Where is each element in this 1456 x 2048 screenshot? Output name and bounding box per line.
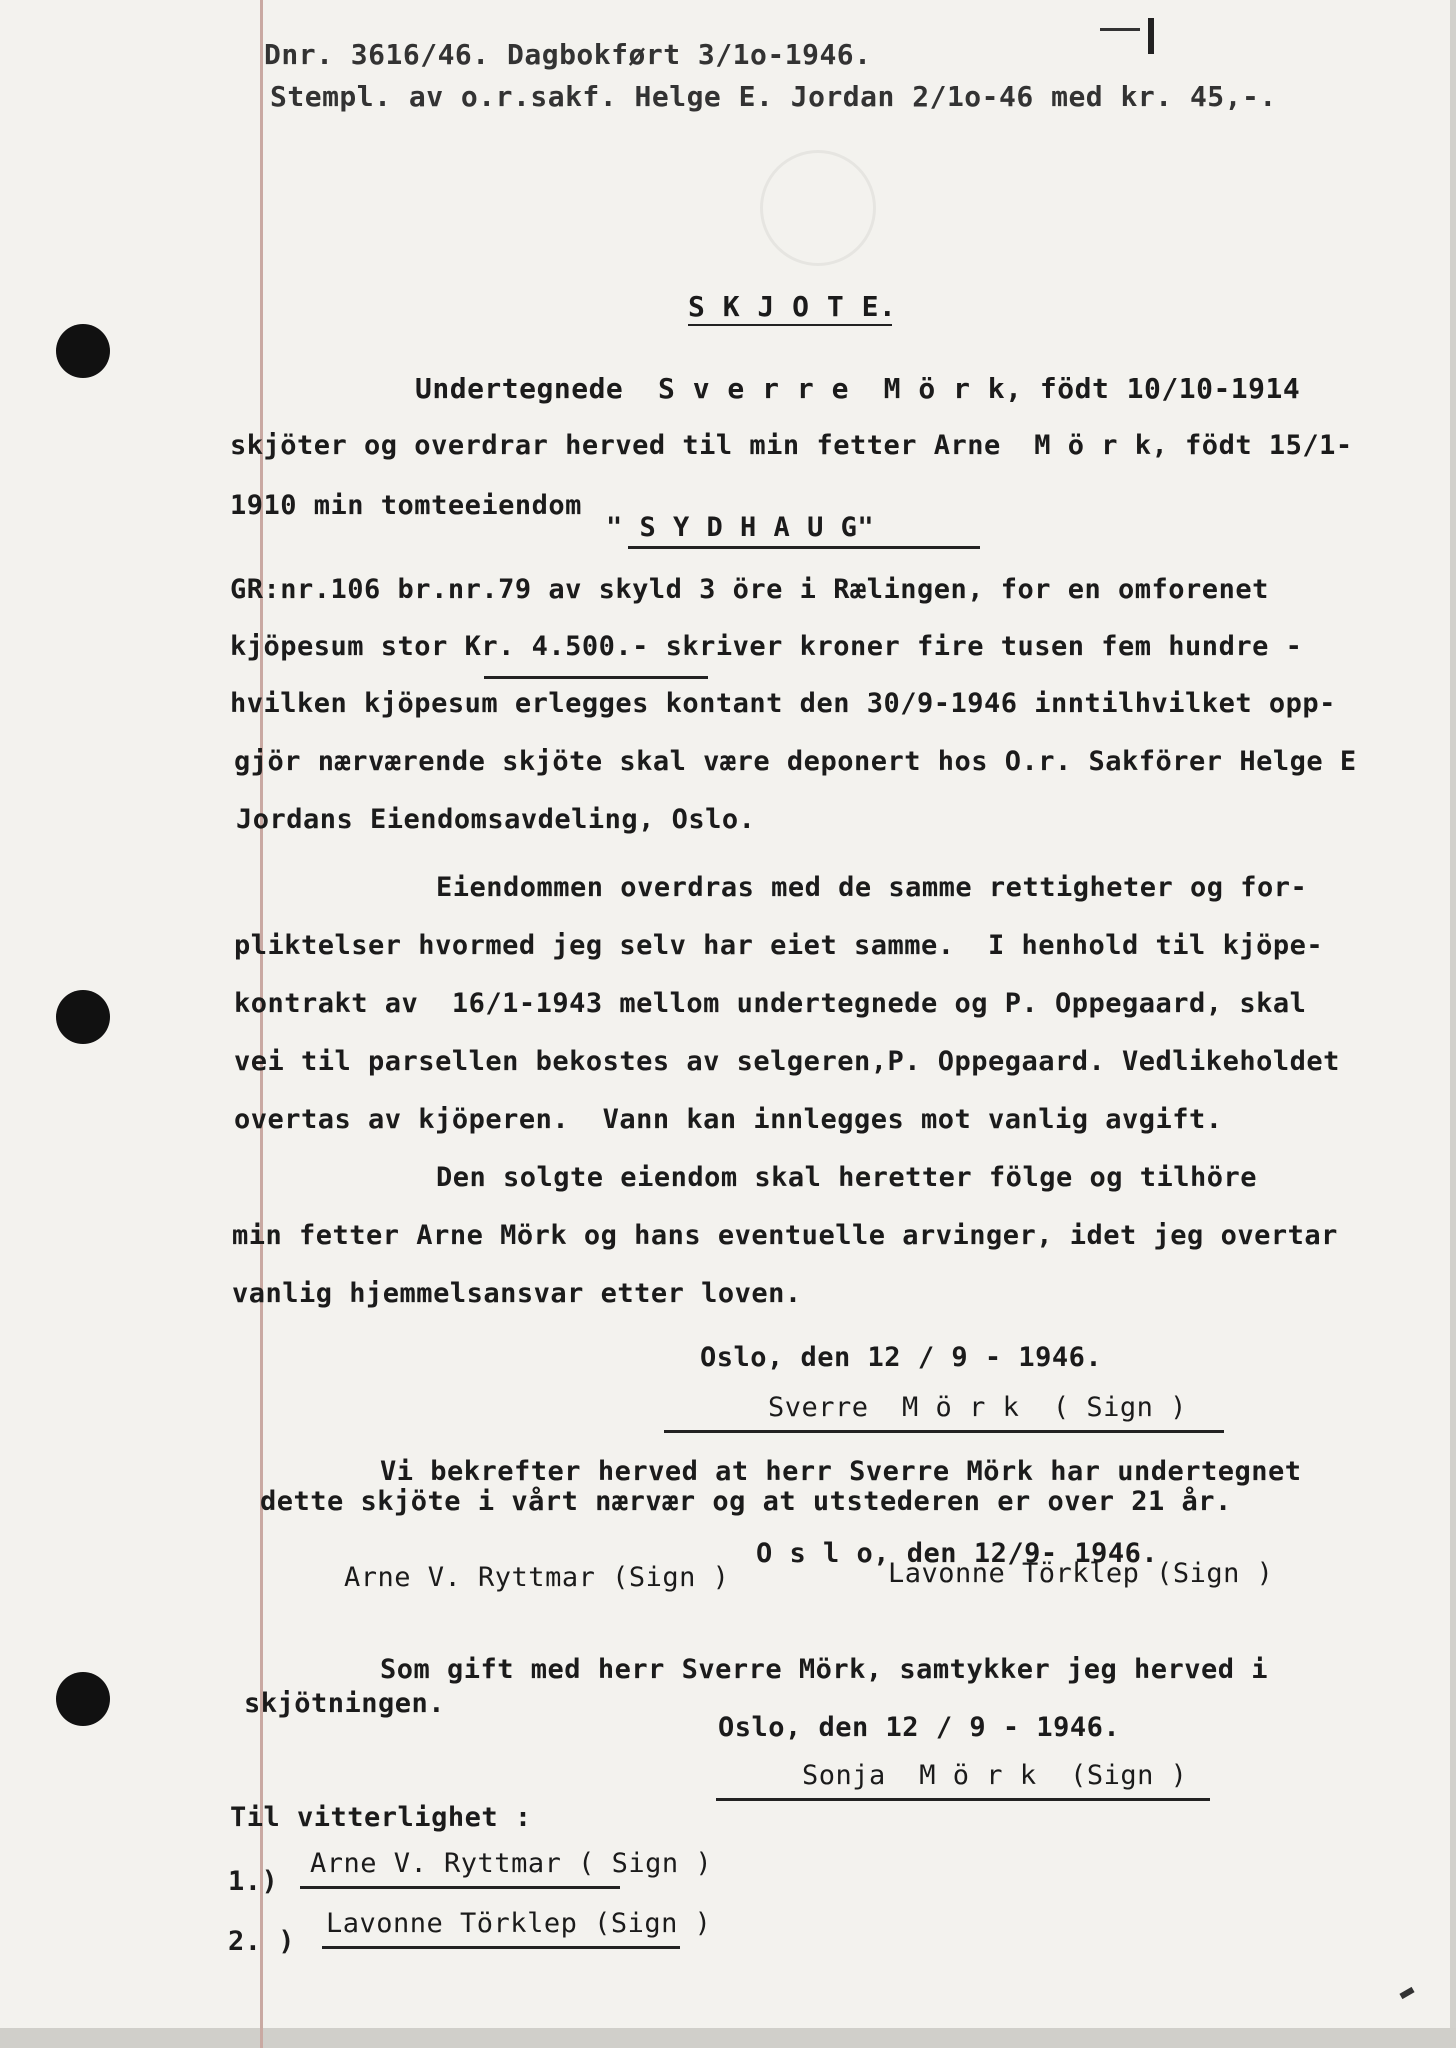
attestation-num2: 2. ) <box>228 1926 296 1957</box>
p3-line2: min fetter Arne Mörk og hans eventuelle arvinger, idet jeg overtar <box>232 1220 1338 1251</box>
signing1-line <box>664 1430 1224 1433</box>
property-underline <box>628 546 980 549</box>
header-registration: Dnr. 3616/46. Dagbokført 3/1o-1946. <box>264 38 872 71</box>
spouse-signature-line <box>716 1798 1210 1801</box>
witness1-signature: Arne V. Ryttmar (Sign ) <box>344 1562 730 1593</box>
punch-hole-middle <box>56 990 110 1044</box>
p1-line4: GR:nr.106 br.nr.79 av skyld 3 öre i Rælingen, for en omforenet <box>230 574 1269 605</box>
faint-stamp <box>760 150 876 266</box>
attestation-name1: Arne V. Ryttmar ( Sign ) <box>310 1848 713 1879</box>
p1-line7: gjör nærværende skjöte skal være deponert hos O.r. Sakförer Helge E <box>234 746 1357 777</box>
corner-mark <box>1399 1987 1414 1999</box>
title-underline <box>688 324 892 326</box>
p2-line5: overtas av kjöperen. Vann kan innlegges mot vanlig avgift. <box>234 1104 1223 1135</box>
top-mark <box>1148 18 1154 54</box>
spouse-place-date: Oslo, den 12 / 9 - 1946. <box>718 1712 1121 1743</box>
p1-line5: kjöpesum stor Kr. 4.500.- skriver kroner fire tusen fem hundre - <box>230 631 1303 662</box>
attestation-heading: Til vitterlighet : <box>230 1802 532 1833</box>
p2-line1: Eiendommen overdras med de samme rettigheter og for- <box>436 872 1308 903</box>
p2-line2: pliktelser hvormed jeg selv har eiet samme. I henhold til kjöpe- <box>234 930 1324 961</box>
page-edge-bottom <box>0 2028 1456 2048</box>
p1-line1: Undertegnede S v e r r e M ö r k, födt 10/10-1914 <box>415 372 1301 405</box>
attestation-line1 <box>300 1886 620 1889</box>
punch-hole-top <box>56 324 110 378</box>
document-title: S K J O T E. <box>688 290 897 323</box>
p2-line4: vei til parsellen bekostes av selgeren,P. Oppegaard. Vedlikeholdet <box>234 1046 1340 1077</box>
spouse-signature: Sonja M ö r k (Sign ) <box>802 1760 1188 1791</box>
top-mark-dash <box>1100 28 1140 31</box>
spouse-line2: skjötningen. <box>244 1688 446 1719</box>
p2-line3: kontrakt av 16/1-1943 mellom undertegnede og P. Oppegaard, skal <box>234 988 1307 1019</box>
signing1-place-date: Oslo, den 12 / 9 - 1946. <box>700 1342 1103 1373</box>
price-underline <box>484 676 708 679</box>
p1-line3: 1910 min tomteeiendom <box>230 490 582 521</box>
margin-line <box>260 0 263 2048</box>
signing1-signature: Sverre M ö r k ( Sign ) <box>768 1392 1187 1423</box>
attestation-line2 <box>322 1946 680 1949</box>
witness-place-date: O s l o, den 12/9- 1946. <box>756 1538 1159 1569</box>
spouse-line1: Som gift med herr Sverre Mörk, samtykker jeg herved i <box>380 1654 1269 1685</box>
header-stamp-note: Stempl. av o.r.sakf. Helge E. Jordan 2/1o-46 med kr. 45,-. <box>270 80 1277 113</box>
p1-line8: Jordans Eiendomsavdeling, Oslo. <box>236 804 756 835</box>
page-edge-right <box>1450 0 1456 2048</box>
witness-line1: Vi bekrefter herved at herr Sverre Mörk har undertegnet <box>380 1456 1302 1487</box>
punch-hole-bottom <box>56 1672 110 1726</box>
witness2-signature: Lavonne Törklep (Sign ) <box>888 1558 1274 1589</box>
witness-line2: dette skjöte i vårt nærvær og at utstederen er over 21 år. <box>260 1486 1232 1517</box>
property-name: " S Y D H A U G" <box>606 512 875 543</box>
p1-line2: skjöter og overdrar herved til min fetter Arne M ö r k, födt 15/1- <box>230 430 1353 461</box>
p3-line3: vanlig hjemmelsansvar etter loven. <box>232 1278 802 1309</box>
attestation-num1: 1.) <box>228 1866 279 1897</box>
p3-line1: Den solgte eiendom skal heretter fölge og tilhöre <box>436 1162 1258 1193</box>
p1-line6: hvilken kjöpesum erlegges kontant den 30/9-1946 inntilhvilket opp- <box>230 688 1336 719</box>
attestation-name2: Lavonne Törklep (Sign ) <box>326 1908 712 1939</box>
